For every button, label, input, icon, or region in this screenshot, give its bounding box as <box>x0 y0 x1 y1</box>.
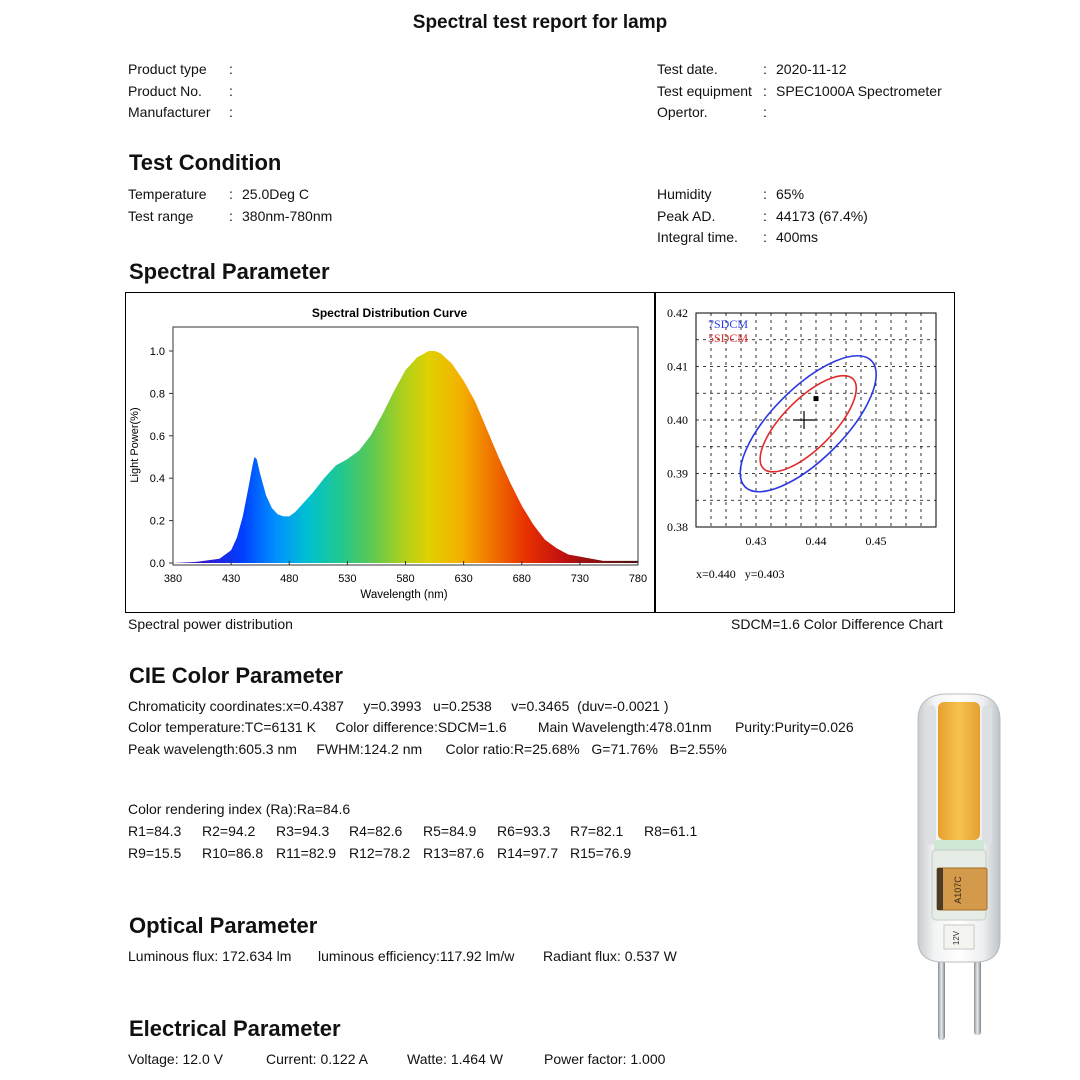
info-right-label: Test date. <box>657 61 718 77</box>
condition-right-sep: : <box>763 186 767 202</box>
optical-heading: Optical Parameter <box>129 913 318 938</box>
x-tick-label: 680 <box>512 573 531 585</box>
spectral-distribution-chart <box>126 293 654 611</box>
info-right-value: SPEC1000A Spectrometer <box>776 82 942 99</box>
x-axis-label: Wavelength (nm) <box>360 589 448 601</box>
cie-line-1: Chromaticity coordinates:x=0.4387 y=0.3993 u=0.2538 v=0.3465 (duv=-0.0021 ) <box>128 698 669 714</box>
cri-line: Color rendering index (Ra):Ra=84.6 <box>128 801 351 817</box>
spectral-caption-right: SDCM=1.6 Color Difference Chart <box>731 616 943 632</box>
x-tick-label: 530 <box>338 573 357 585</box>
cie-y-tick-label: 0.42 <box>667 306 688 320</box>
spectral-heading: Spectral Parameter <box>129 259 330 284</box>
info-right-sep: : <box>763 104 767 120</box>
condition-left-value: 25.0Deg C <box>242 186 309 202</box>
x-tick-label: 780 <box>628 573 648 585</box>
condition-left-value: 380nm-780nm <box>242 207 333 224</box>
r-value: R6=93.3 <box>497 823 551 839</box>
electrical-item: Power factor: 1.000 <box>544 1051 666 1067</box>
info-right-sep: : <box>763 61 767 77</box>
electrical-item: Watte: 1.464 W <box>407 1051 503 1067</box>
optical-item: luminous efficiency:117.92 lm/w <box>318 948 515 964</box>
legend-5sdcm: 5SDCM <box>708 331 749 345</box>
legend-7sdcm: 7SDCM <box>708 317 749 331</box>
cie-line-3: Peak wavelength:605.3 nm FWHM:124.2 nm Color ratio:R=25.68% G=71.76% B=2.55% <box>128 741 727 757</box>
r-value: R12=78.2 <box>349 845 411 861</box>
r-value: R15=76.9 <box>570 845 632 861</box>
r-value: R11=82.9 <box>276 845 337 861</box>
condition-right-label: Peak AD. <box>657 207 716 224</box>
electrical-item: Current: 0.122 A <box>266 1051 368 1067</box>
x-tick-label: 730 <box>570 573 590 585</box>
cie-x-tick-label: 0.44 <box>805 534 827 548</box>
r-value: R2=94.2 <box>202 823 256 839</box>
svg-text:12V: 12V <box>952 930 961 946</box>
x-tick-label: 380 <box>163 573 183 585</box>
spectral-caption-left: Spectral power distribution <box>128 616 293 632</box>
info-left-sep: : <box>229 104 233 120</box>
r-value: R7=82.1 <box>570 823 624 839</box>
optical-item: Radiant flux: 0.537 W <box>543 948 677 964</box>
condition-right-value: 65% <box>776 186 805 202</box>
r-value: R5=84.9 <box>423 823 477 839</box>
info-right-value: 2020-11-12 <box>776 61 847 77</box>
r-value: R14=97.7 <box>497 845 559 861</box>
r-value: R8=61.1 <box>644 823 698 839</box>
x-tick-label: 580 <box>396 573 415 585</box>
electrical-heading: Electrical Parameter <box>129 1016 341 1041</box>
spd-title: Spectral Distribution Curve <box>311 306 468 320</box>
condition-right-value: 44173 (67.4%) <box>776 207 868 224</box>
condition-right-sep: : <box>763 229 767 245</box>
x-tick-label: 480 <box>280 573 299 585</box>
condition-left-sep: : <box>229 186 233 202</box>
condition-right-label: Integral time. <box>657 229 738 245</box>
condition-right-value: 400ms <box>776 229 819 245</box>
cie-y-tick-label: 0.39 <box>667 466 688 481</box>
y-axis-label: Light Power(%) <box>129 407 141 483</box>
r-value: R9=15.5 <box>128 845 182 861</box>
cob-chip <box>938 702 980 840</box>
electrical-item: Voltage: 12.0 V <box>128 1051 223 1067</box>
cie-heading: CIE Color Parameter <box>129 663 343 688</box>
x-tick-label: 630 <box>454 573 473 585</box>
x-tick-label: 430 <box>221 573 241 585</box>
cie-readout: x=0.440 y=0.403 <box>696 567 785 581</box>
r-value: R10=86.8 <box>202 845 264 861</box>
g4-led-bulb-icon <box>904 690 1014 1050</box>
cie-x-tick-label: 0.43 <box>745 534 767 548</box>
info-right-label: Opertor. <box>657 104 708 120</box>
condition-left-sep: : <box>229 207 233 224</box>
condition-right-sep: : <box>763 207 767 224</box>
report-title: Spectral test report for lamp <box>412 12 668 33</box>
y-tick-label: 1.0 <box>149 346 165 358</box>
color-difference-chart <box>656 293 956 611</box>
condition-left-label: Temperature <box>128 186 207 202</box>
condition-right-label: Humidity <box>657 186 712 202</box>
cie-x-tick-label: 0.45 <box>865 534 887 548</box>
info-left-sep: : <box>229 82 233 99</box>
info-right-sep: : <box>763 82 767 99</box>
info-left-sep: : <box>229 61 233 77</box>
r-value: R3=94.3 <box>276 823 330 839</box>
r-value: R13=87.6 <box>423 845 485 861</box>
sample-point <box>814 396 819 401</box>
cie-line-2: Color temperature:TC=6131 K Color difference:SDCM=1.6 Main Wavelength:478.01nm Purity:Purity=0.026 <box>128 719 854 735</box>
y-tick-label: 0.8 <box>149 388 165 401</box>
cie-y-tick-label: 0.40 <box>667 413 688 427</box>
svg-text:A107C: A107C <box>953 876 963 904</box>
r-value: R4=82.6 <box>349 823 403 839</box>
cie-y-tick-label: 0.41 <box>667 359 688 374</box>
optical-item: Luminous flux: 172.634 lm <box>128 948 292 964</box>
info-left-label: Product type <box>128 61 207 77</box>
cie-y-tick-label: 0.38 <box>667 520 688 534</box>
y-tick-label: 0.2 <box>149 515 165 528</box>
condition-left-label: Test range <box>128 207 194 224</box>
info-left-label: Manufacturer <box>128 104 211 120</box>
y-tick-label: 0.0 <box>149 558 165 570</box>
test-condition-heading: Test Condition <box>129 150 282 175</box>
spectral-chart-frame <box>125 292 955 613</box>
y-tick-label: 0.6 <box>149 430 165 443</box>
r-value: R1=84.3 <box>128 823 182 839</box>
y-tick-label: 0.4 <box>149 473 165 486</box>
info-right-label: Test equipment <box>657 82 752 99</box>
info-left-label: Product No. <box>128 82 202 99</box>
